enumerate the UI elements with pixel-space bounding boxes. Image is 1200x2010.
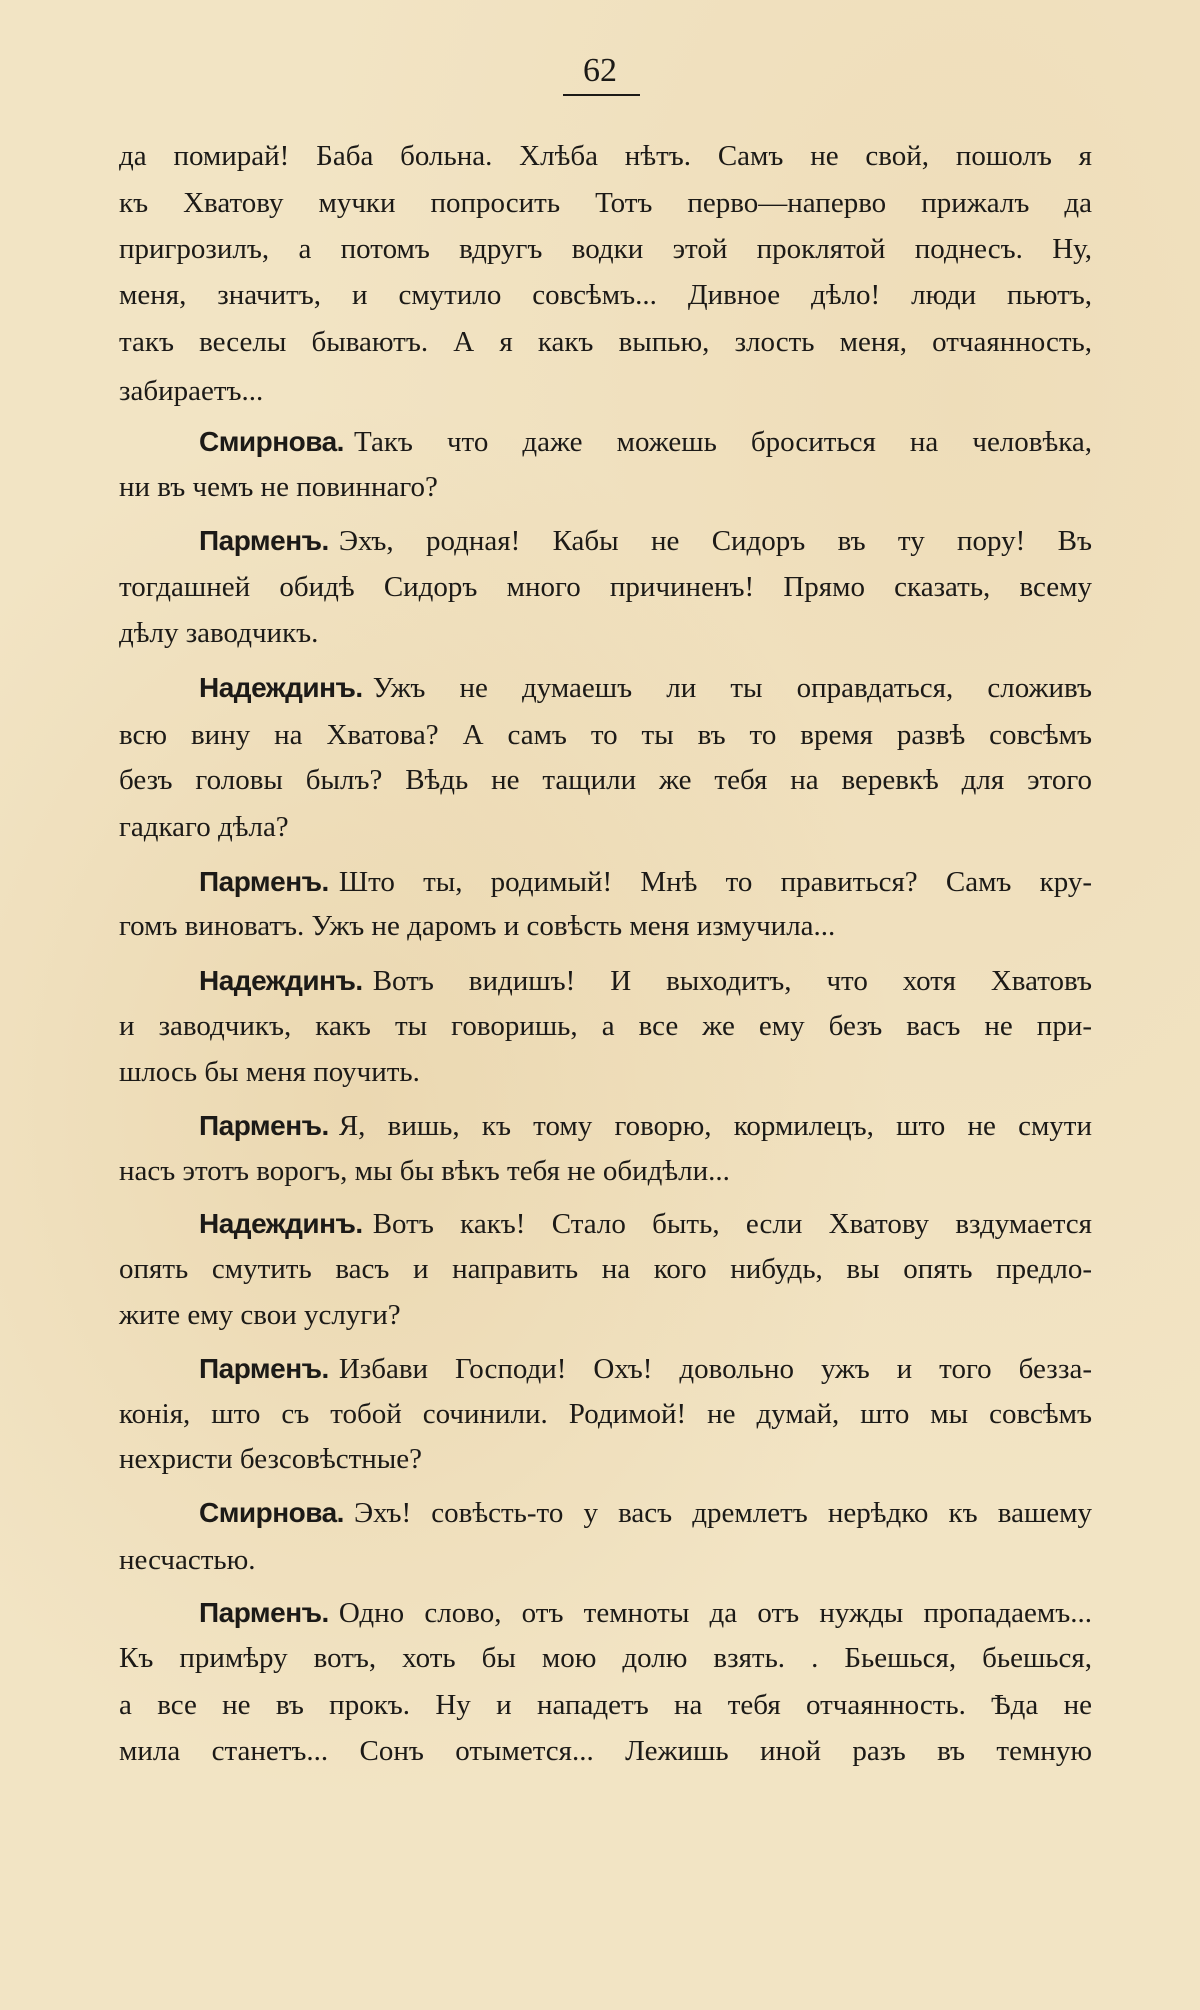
line-text: мила станетъ... Сонъ отымется... Лежишь иной разъ въ темную [119,1735,1092,1767]
line-text: Вотъ какъ! Стало быть, если Хватову вздумается [372,1208,1092,1240]
text-line [119,805,1092,849]
line-text: жите ему свои услуги? [119,1299,401,1331]
text-line [119,1538,1092,1582]
line-text: безъ головы былъ? Вѣдь не тащили же тебя на веревкѣ для этого [119,764,1092,796]
text-line [119,904,1092,948]
speaker-name: Парменъ. [199,866,329,897]
text-line [119,1636,1092,1680]
line-text: Къ примѣру вотъ, хоть бы мою долю взять. . Бьешься, бьешься, [119,1642,1092,1674]
text-line [119,1729,1092,1773]
speaker-name: Надеждинъ. [199,965,363,996]
speaker-line [199,1591,1092,1635]
line-text: шлось бы меня поучить. [119,1056,420,1088]
text-line [119,227,1092,271]
text-line [119,1392,1092,1436]
line-text: пригрозилъ, а потомъ вдругъ водки этой проклятой поднесъ. Ну, [119,233,1092,265]
line-text: меня, значитъ, и смутило совсѣмъ... Дивное дѣло! люди пьютъ, [119,279,1092,311]
speaker-name: Парменъ. [199,1353,329,1384]
text-line [119,565,1092,609]
speaker-name: Надеждинъ. [199,672,363,703]
line-text: несчастью. [119,1544,256,1576]
line-text: тогдашней обидѣ Сидоръ много причиненъ! Прямо сказать, всему [119,571,1092,603]
speaker-line [199,1491,1092,1535]
line-text: Эхъ, родная! Кабы не Сидоръ въ ту пору! Въ [338,525,1092,557]
text-line [119,1293,1092,1337]
speaker-name: Смирнова. [199,426,344,457]
speaker-line [199,959,1092,1003]
line-text: Избави Господи! Охъ! довольно ужъ и того безза- [338,1353,1092,1385]
speaker-name: Смирнова. [199,1497,344,1528]
line-text: опять смутить васъ и направить на кого нибудь, вы опять предло- [119,1253,1092,1285]
text-line [119,181,1092,225]
line-text: конія, што съ тобой сочинили. Родимой! не думай, што мы совсѣмъ [119,1398,1092,1430]
page-number: 62 [583,52,617,89]
line-text: ни въ чемъ не повиннаго? [119,471,438,503]
line-text: всю вину на Хватова? А самъ то ты въ то время развѣ совсѣмъ [119,719,1092,751]
speaker-line [199,666,1092,710]
line-text: Я, вишь, къ тому говорю, кормилецъ, што не смути [338,1110,1092,1142]
text-line [119,1004,1092,1048]
text-line [119,611,1092,655]
text-line [119,1683,1092,1727]
page-number-rule [563,94,640,96]
speaker-name: Надеждинъ. [199,1208,363,1239]
speaker-line [199,860,1092,904]
text-line [119,1437,1092,1481]
text-line [119,273,1092,317]
speaker-name: Парменъ. [199,1110,329,1141]
text-line [119,1149,1092,1193]
line-text: къ Хватову мучки попросить Тотъ перво—наперво прижалъ да [119,187,1092,219]
line-text: Ужъ не думаешъ ли ты оправдаться, сложивъ [372,672,1092,704]
speaker-name: Парменъ. [199,1597,329,1628]
speaker-name: Парменъ. [199,525,329,556]
text-line [119,1050,1092,1094]
text-line [119,465,1092,509]
text-line [119,134,1092,178]
line-text: Эхъ! совѣсть-то у васъ дремлетъ нерѣдко къ вашему [353,1497,1092,1529]
line-text: гомъ виноватъ. Ужъ не даромъ и совѣсть меня измучила... [119,910,836,942]
text-line [119,320,1092,364]
speaker-line [199,1104,1092,1148]
line-text: забираетъ... [119,375,264,407]
line-text: а все не въ прокъ. Ну и нападетъ на тебя отчаянность. Ѣда не [119,1689,1092,1721]
speaker-line [199,420,1092,464]
line-text: да помирай! Баба больна. Хлѣба нѣтъ. Самъ не свой, пошолъ я [119,140,1092,172]
line-text: Такъ что даже можешь броситься на человѣка, [353,426,1092,458]
line-text: Одно слово, отъ темноты да отъ нужды пропадаемъ... [338,1597,1092,1629]
line-text: Што ты, родимый! Мнѣ то правиться? Самъ кру- [338,866,1092,898]
speaker-line [199,519,1092,563]
line-text: нехристи безсовѣстные? [119,1443,422,1475]
line-text: Вотъ видишъ! И выходитъ, что хотя Хватовъ [372,965,1092,997]
line-text: насъ этотъ ворогъ, мы бы вѣкъ тебя не обидѣли... [119,1155,730,1187]
text-line [119,758,1092,802]
speaker-line [199,1202,1092,1246]
text-line [119,369,1092,413]
line-text: и заводчикъ, какъ ты говоришь, а все же ему безъ васъ не при- [119,1010,1092,1042]
text-line [119,1247,1092,1291]
line-text: дѣлу заводчикъ. [119,617,319,649]
line-text: гадкаго дѣла? [119,811,289,843]
text-line [119,713,1092,757]
speaker-line [199,1347,1092,1391]
line-text: такъ веселы бываютъ. А я какъ выпью, злость меня, отчаянность, [119,326,1092,358]
